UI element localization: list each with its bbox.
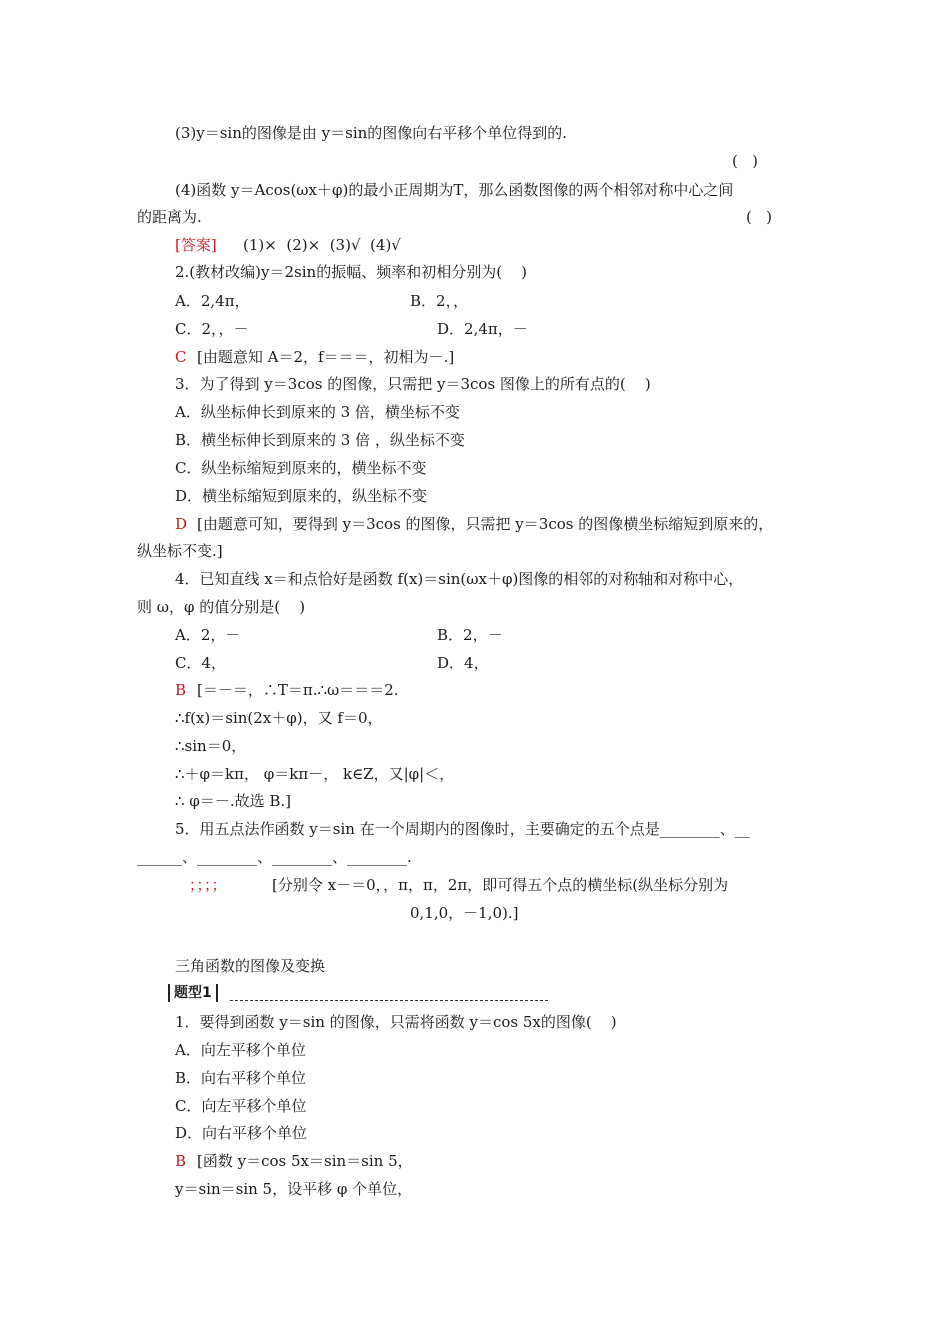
text-line: C．纵坐标缩短到原来的，横坐标不变 [175, 459, 427, 477]
text-line: ______、________、________、________. [137, 848, 412, 866]
text-line: A．向左平移个单位 [175, 1041, 306, 1059]
section-tag [168, 984, 548, 1004]
text-line: 5．用五点法作函数 y＝sin 在一个周期内的图像时，主要确定的五个点是________、__ [175, 820, 750, 838]
text-line: A．2,4π， [175, 292, 250, 310]
section-divider [230, 1000, 548, 1001]
text-line: 3．为了得到 y＝3cos 的图像，只需把 y＝3cos 图像上的所有点的( ) [175, 375, 651, 393]
text-line: ( ) [746, 208, 773, 226]
text-line: ∴sin＝0， [175, 737, 247, 755]
text-line: 纵坐标不变.] [137, 542, 223, 560]
text-line: (4)函数 y＝Acos(ωx＋φ)的最小正周期为T，那么函数图像的两个相邻对称中心之间 [175, 181, 734, 199]
text-line: (3)y＝sin的图像是由 y＝sin的图像向右平移个单位得到的. [175, 124, 568, 142]
text-line: [答案] [175, 236, 217, 254]
text-line: ∴f(x)＝sin(2x＋φ)，又 f＝0， [175, 709, 383, 727]
text-line: ( ) [732, 152, 759, 170]
text-line: B．向右平移个单位 [175, 1069, 307, 1087]
text-line: 则 ω，φ 的值分别是( ) [137, 598, 306, 616]
text-line: A．2，－ [175, 626, 241, 644]
text-line: 2.(教材改编)y＝2sin的振幅、频率和初相分别为( ) [175, 263, 527, 281]
text-line: D．向右平移个单位 [175, 1124, 308, 1142]
text-line: C．4， [175, 654, 227, 672]
text-line: B [175, 1152, 187, 1170]
text-line: B．2，－ [437, 626, 503, 644]
text-line: C．向左平移个单位 [175, 1097, 307, 1115]
text-line: [函数 y＝cos 5x＝sin＝sin 5， [197, 1152, 413, 1170]
text-line: B．横坐标伸长到原来的 3 倍 ，纵坐标不变 [175, 431, 465, 449]
section-tag-label: 题型1 [168, 984, 218, 1002]
text-line: B．2，， [410, 292, 469, 310]
text-line: C．2，，－ [175, 320, 249, 338]
text-line: 4．已知直线 x＝和点恰好是函数 f(x)＝sin(ωx＋φ)图像的相邻的对称轴和对称中心， [175, 570, 744, 588]
text-line: ∴＋φ＝kπ， φ＝kπ－， k∈Z，又|φ|＜， [175, 765, 455, 783]
text-line: [分别令 x－＝0，，π，π，2π，即可得五个点的横坐标(纵坐标分别为 [272, 876, 729, 894]
text-line: 的距离为. [137, 208, 202, 226]
text-line: y＝sin＝sin 5，设平移 φ 个单位， [175, 1180, 413, 1198]
text-line: [＝－＝，∴T＝π.∴ω＝＝＝2. [197, 681, 399, 699]
text-line: ∴ φ＝－.故选 B.] [175, 792, 291, 810]
text-line: [由题意可知，要得到 y＝3cos 的图像，只需把 y＝3cos 的图像横坐标缩短到原来的， [197, 515, 774, 533]
text-line: (1)× (2)× (3)√ (4)√ [243, 236, 401, 254]
text-line: D．4， [437, 654, 489, 672]
text-line: D．2,4π，－ [437, 320, 528, 338]
text-line: [由题意知 A＝2，f＝＝＝，初相为－.] [197, 348, 455, 366]
text-line: B [175, 681, 187, 699]
text-line: 0,1,0，－1,0).] [410, 904, 519, 922]
text-line: 三角函数的图像及变换 [175, 957, 326, 975]
text-line: D [175, 515, 188, 533]
text-line: D．横坐标缩短到原来的，纵坐标不变 [175, 487, 428, 505]
text-line: ；；；； [189, 876, 227, 894]
text-line: A．纵坐标伸长到原来的 3 倍，横坐标不变 [175, 403, 460, 421]
text-line: C [175, 348, 187, 366]
text-line: 1．要得到函数 y＝sin 的图像，只需将函数 y＝cos 5x的图像( ) [175, 1013, 617, 1031]
